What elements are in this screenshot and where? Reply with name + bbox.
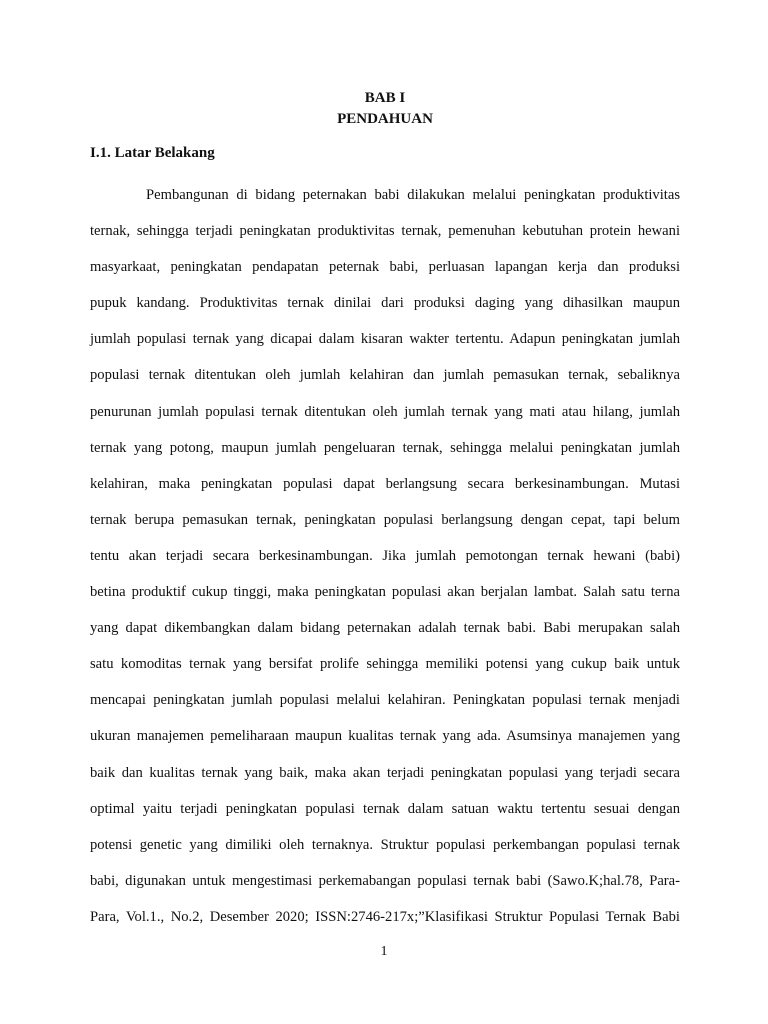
- paragraph-line: masyarkaat, peningkatan pendapatan peternak babi, perluasan lapangan kerja dan produksi: [90, 259, 680, 276]
- paragraph-line: jumlah populasi ternak yang dicapai dalam kisaran wakter tertentu. Adapun peningkatan jumlah: [90, 331, 680, 348]
- chapter-label: BAB I: [364, 90, 406, 106]
- paragraph-line: optimal yaitu terjadi peningkatan populasi ternak dalam satuan waktu tertentu sesuai dengan: [90, 800, 680, 817]
- paragraph-line: tentu akan terjadi secara berkesinambungan. Jika jumlah pemotongan ternak hewani (babi): [90, 547, 680, 564]
- paragraph-line: betina produktif cukup tinggi, maka peningkatan populasi akan berjalan lambat. Salah satu terna: [90, 584, 680, 601]
- paragraph-line: babi, digunakan untuk mengestimasi perkemabangan populasi ternak babi (Sawo.K;hal.78, Para-: [90, 872, 680, 889]
- page-number: 1: [380, 944, 388, 959]
- paragraph-line: pupuk kandang. Produktivitas ternak dinilai dari produksi daging yang dihasilkan maupun: [90, 295, 680, 312]
- paragraph-line: Para, Vol.1., No.2, Desember 2020; ISSN:2746-217x;”Klasifikasi Struktur Populasi Ternak Babi: [90, 908, 680, 925]
- paragraph-line: ternak, sehingga terjadi peningkatan produktivitas ternak, pemenuhan kebutuhan protein hewani: [90, 223, 680, 240]
- body-paragraph: [90, 186, 680, 944]
- paragraph-line: penurunan jumlah populasi ternak ditentukan oleh jumlah ternak yang mati atau hilang, jumlah: [90, 403, 680, 420]
- section-title: I.1. Latar Belakang: [90, 145, 215, 161]
- paragraph-line: potensi genetic yang dimiliki oleh ternaknya. Struktur populasi perkembangan populasi ternak: [90, 836, 680, 853]
- paragraph-line: yang dapat dikembangkan dalam bidang peternakan adalah ternak babi. Babi merupakan salah: [90, 620, 680, 637]
- paragraph-line: ukuran manajemen pemeliharaan maupun kualitas ternak yang ada. Asumsinya manajemen yang: [90, 728, 680, 745]
- paragraph-line: Pembangunan di bidang peternakan babi dilakukan melalui peningkatan produktivitas: [146, 187, 680, 203]
- paragraph-line: baik dan kualitas ternak yang baik, maka akan terjadi peningkatan populasi yang terjadi secara: [90, 764, 680, 781]
- paragraph-line: ternak yang potong, maupun jumlah pengeluaran ternak, sehingga melalui peningkatan jumlah: [90, 439, 680, 456]
- paragraph-line: ternak berupa pemasukan ternak, peningkatan populasi berlangsung dengan cepat, tapi belum: [90, 511, 680, 528]
- chapter-title: PENDAHUAN: [337, 111, 433, 127]
- paragraph-line: populasi ternak ditentukan oleh jumlah kelahiran dan jumlah pemasukan ternak, sebaliknya: [90, 367, 680, 384]
- paragraph-line: kelahiran, maka peningkatan populasi dapat berlangsung secara berkesinambungan. Mutasi: [90, 475, 680, 492]
- paragraph-line: satu komoditas ternak yang bersifat prolife sehingga memiliki potensi yang cukup baik untuk: [90, 656, 680, 673]
- chapter-heading: [90, 0, 680, 130]
- paragraph-line: mencapai peningkatan jumlah populasi melalui kelahiran. Peningkatan populasi ternak menjadi: [90, 692, 680, 709]
